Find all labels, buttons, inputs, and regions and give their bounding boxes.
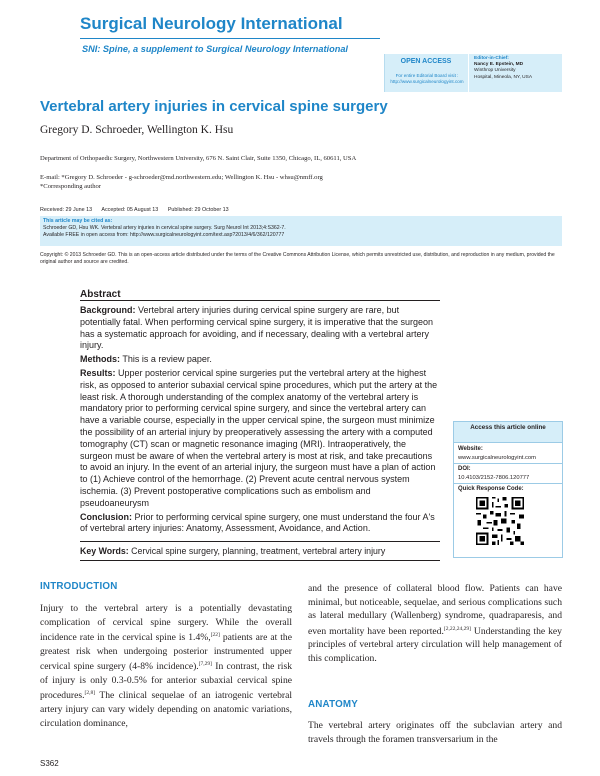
abstract-background [80, 305, 440, 352]
editorial-board-url[interactable]: http://www.surgicalneurologyint.com [390, 79, 464, 84]
website-label: Website: [458, 446, 483, 452]
doi-value[interactable]: 10.4103/2152-7806.120777 [458, 475, 530, 481]
methods-text: This is a review paper. [122, 354, 212, 365]
abstract-body [80, 305, 440, 537]
right-text-2: Understanding the key principles of vertebral artery circulation will help management of this complication. [308, 625, 562, 664]
author-emails: E-mail: *Gregory D. Schroeder - g-schroeder@md.northwestern.edu; Wellington K. Hsu - whsu@nmff.org [40, 174, 323, 181]
editorial-board-line: For entire Editorial Board visit : [395, 73, 459, 78]
intro-text-1: Injury to the vertebral artery is a potentially devastating complication of cervical spine surgery. While the overall incidence rate in the cervical spine is 1.4%, [40, 603, 292, 644]
results-label: Results: [80, 367, 116, 378]
cite-label: This article may be cited as: [43, 218, 113, 224]
editor-name: Nancy E. Epstein, MD [474, 62, 524, 68]
open-access-label: OPEN ACCESS [400, 58, 452, 65]
results-text: Upper posterior cervical spine surgeries put the vertebral artery at the highest risk, as opposed to anterior subaxial cervical spine procedures, which put the artery at the least risk. A thorough understanding of the complex anatomy of the vertebral artery is mandatory prior to performing cervical spine surgery, and since the vertebral artery can have a variable course, especially in the upper cervical spine, the surgeon must minimize the possibility of an arterial injury by preoperatively assessing the artery with a computed tomography (CT) scan or magnetic resonance imaging (MRI). Intraoperatively, the surgeon must be aware of when the vertebral artery is most at risk, and take precautions to avoid an injury. In the event of an arterial injury, the surgeon must have a plan of action to (1) Achieve control of the hemorrhage. (2) Prevent acute central nervous system ischemia. (3) Prevent postoperative complications such as embolism and pseudoaneurysm [80, 367, 438, 508]
intro-text-2: patients are at the greatest risk when undergoing posterior instrumented upper cervical spine surgery (4-8% incidence). [40, 632, 292, 673]
access-heading: Access this article online [454, 422, 562, 442]
article-title: Vertebral artery injuries in cervical spine surgery [40, 98, 388, 115]
page-number: S362 [40, 759, 59, 768]
copyright-notice: Copyright: © 2013 Schroeder GD. This is an open-access article distributed under the terms of the Creative Commons Attribution License, which permits unrestricted use, distribution, and reproduction in any medium, provided the original author and source are credited. [40, 252, 555, 266]
abstract-conclusion [80, 512, 440, 536]
right-column-paragraph [308, 582, 562, 665]
keywords-divider [80, 560, 440, 561]
keywords-text: Cervical spine surgery, planning, treatment, vertebral artery injury [131, 546, 386, 556]
abstract-divider-top [80, 300, 440, 301]
intro-text-3: In contrast, the risk of injury is only 0.3-0.5% for anterior subaxial cervical spine procedures. [40, 661, 293, 702]
website-link[interactable]: www.surgicalneurologyint.com [458, 455, 536, 461]
supplement-journal: Surgical Neurology International [206, 44, 348, 54]
doi-label: DOI: [458, 466, 471, 472]
supplement-prefix: SNI: Spine, [82, 44, 131, 54]
conclusion-label: Conclusion: [80, 511, 132, 522]
abstract-results [80, 368, 440, 510]
editor-affiliation-1: Winthrop University [474, 68, 516, 74]
citation-ref[interactable]: [2,8] [84, 690, 96, 697]
citation-ref[interactable]: [2,22,24,29] [443, 625, 471, 632]
conclusion-text: Prior to performing cervical spine surgery, one must understand the four A's of vertebral artery injuries: Anatomy, Assessment, Avoidance, and Action. [80, 511, 435, 534]
anatomy-paragraph: The vertebral artery originates off the subclavian artery and travels through the foramen transversarium in the [308, 720, 562, 745]
editorial-board-note [386, 73, 468, 85]
access-divider [454, 483, 562, 484]
supplement-line [82, 44, 348, 54]
keywords-label: Key Words: [80, 546, 129, 556]
published-date: Published: 29 October 13 [167, 207, 229, 213]
keywords [80, 546, 385, 556]
access-divider [454, 442, 562, 443]
intro-text-4: The clinical sequelae of an iatrogenic vertebral artery injury can vary widely depending on anatomic variations, circulation dominance, [40, 690, 292, 729]
citation-block [43, 218, 563, 240]
introduction-heading: INTRODUCTION [40, 581, 118, 592]
methods-label: Methods: [80, 354, 120, 365]
affiliation: Department of Orthopaedic Surgery, Northwestern University, 676 N. Saint Clair, Suite 1350, Chicago, IL, 60611, USA [40, 155, 357, 162]
abstract-divider-bottom [80, 541, 440, 542]
anatomy-heading: ANATOMY [308, 699, 359, 710]
accepted-date: Accepted: 05 August 13 [101, 207, 159, 213]
article-dates [40, 207, 237, 213]
editor-affiliation-2: Hospital, Mineola, NY, USA [474, 74, 533, 80]
email-block [40, 173, 323, 191]
header-divider [80, 38, 380, 39]
qr-label: Quick Response Code: [458, 486, 524, 492]
journal-title: Surgical Neurology International [80, 14, 343, 33]
access-divider [454, 463, 562, 464]
background-label: Background: [80, 305, 136, 315]
editor-info [474, 56, 564, 81]
editor-label: Editor-in-Chief: [474, 56, 509, 61]
supplement-mid: a supplement to [130, 44, 207, 54]
abstract-methods [80, 354, 440, 366]
qr-code[interactable] [474, 495, 526, 547]
available-link[interactable]: Available FREE in open access from: http://www.surgicalneurologyint.com/text.asp?2013/4/6/362/120777 [43, 232, 285, 239]
intro-paragraph [40, 602, 292, 730]
cite-text: Schroeder GD, Hsu WK. Vertebral artery injuries in cervical spine surgery. Surg Neurol Int 2013;4:S362-7. [43, 225, 286, 232]
background-text: Vertebral artery injuries during cervical spine surgery are rare, but potentially fatal. When performing cervical spine surgery, it is imperative that the surgeon has a systematic approach for avoiding, and if necessary, dealing with a vertebral artery injury. [80, 305, 433, 351]
authors: Gregory D. Schroeder, Wellington K. Hsu [40, 124, 234, 136]
corresponding-note: *Corresponding author [40, 183, 101, 190]
citation-ref[interactable]: [22] [210, 632, 220, 638]
received-date: Received: 29 June 13 [40, 207, 93, 213]
abstract-heading: Abstract [80, 289, 121, 300]
right-text-1: and the presence of collateral blood flow. Patients can have minimal, but noticeable, sequelae, and serious complications such as lateral medullary (Wallenberg) syndrome, quadraparesis, and even mortality have been reported. [308, 583, 562, 637]
citation-ref[interactable]: [7,29] [198, 661, 212, 668]
